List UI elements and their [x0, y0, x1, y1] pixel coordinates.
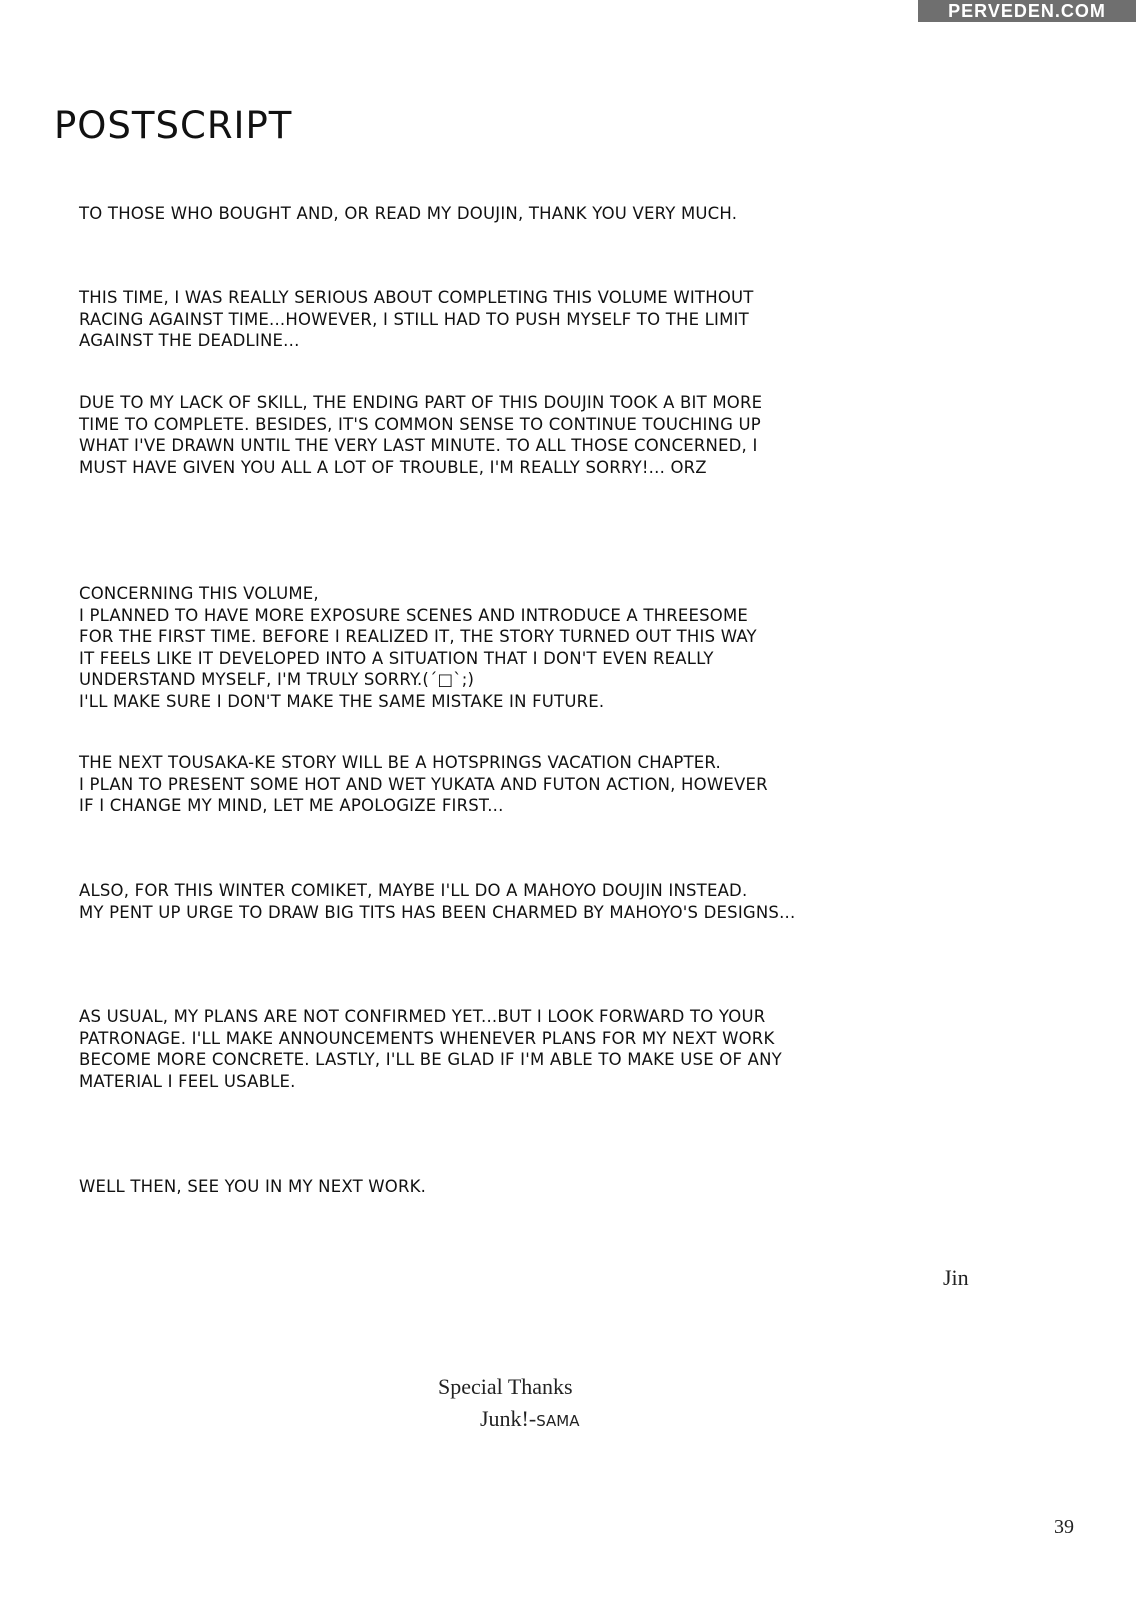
- paragraph-thanks: TO THOSE WHO BOUGHT AND, OR READ MY DOUJIN, THANK YOU VERY MUCH.: [79, 204, 738, 223]
- paragraph-this-volume: CONCERNING THIS VOLUME, I PLANNED TO HAVE MORE EXPOSURE SCENES AND INTRODUCE A THREESOME FOR THE FIRST TIME. BEFORE I REALIZED IT, THE STORY TURNED OUT THIS WAY IT FEELS LIKE IT DEVELOPED INTO A SITUATION THAT I DON'T EVEN REALLY UNDERSTAND MYSELF, I'M TRULY SORRY.(´□`;) I'LL MAKE SURE I DON'T MAKE THE SAME MISTAKE IN FUTURE.: [79, 584, 757, 711]
- page-number: 39: [1054, 1516, 1074, 1538]
- paragraph-winter-comiket: ALSO, FOR THIS WINTER COMIKET, MAYBE I'LL DO A MAHOYO DOUJIN INSTEAD. MY PENT UP URGE TO DRAW BIG TITS HAS BEEN CHARMED BY MAHOYO'S DESIGNS...: [79, 881, 796, 922]
- watermark-logo: PERVEDEN.COM: [918, 0, 1136, 22]
- thanks-name-line: [480, 1406, 579, 1434]
- paragraph-apology: DUE TO MY LACK OF SKILL, THE ENDING PART OF THIS DOUJIN TOOK A BIT MORE TIME TO COMPLETE. BESIDES, IT'S COMMON SENSE TO CONTINUE TOUCHING UP WHAT I'VE DRAWN UNTIL THE VERY LAST MINUTE. TO ALL THOSE CONCERNED, I MUST HAVE GIVEN YOU ALL A LOT OF TROUBLE, I'M REALLY SORRY!... ORZ: [79, 393, 763, 477]
- paragraph-this-time: THIS TIME, I WAS REALLY SERIOUS ABOUT COMPLETING THIS VOLUME WITHOUT RACING AGAINST TIME...HOWEVER, I STILL HAD TO PUSH MYSELF TO THE LIMIT AGAINST THE DEADLINE...: [79, 288, 754, 350]
- paragraph-plans: AS USUAL, MY PLANS ARE NOT CONFIRMED YET...BUT I LOOK FORWARD TO YOUR PATRONAGE. I'LL MAKE ANNOUNCEMENTS WHENEVER PLANS FOR MY NEXT WORK BECOME MORE CONCRETE. LASTLY, I'LL BE GLAD IF I'M ABLE TO MAKE USE OF ANY MATERIAL I FEEL USABLE.: [79, 1007, 782, 1091]
- signature: Jin: [943, 1265, 969, 1290]
- thanks-name: Junk!-: [480, 1406, 537, 1431]
- special-thanks-label: Special Thanks: [438, 1374, 573, 1399]
- paragraph-closing: WELL THEN, SEE YOU IN MY NEXT WORK.: [79, 1177, 427, 1196]
- thanks-suffix: SAMA: [536, 1412, 580, 1430]
- page-title: POSTSCRIPT: [54, 104, 293, 147]
- paragraph-next-story: THE NEXT TOUSAKA-KE STORY WILL BE A HOTSPRINGS VACATION CHAPTER. I PLAN TO PRESENT SOME HOT AND WET YUKATA AND FUTON ACTION, HOWEVER IF I CHANGE MY MIND, LET ME APOLOGIZE FIRST...: [79, 753, 768, 815]
